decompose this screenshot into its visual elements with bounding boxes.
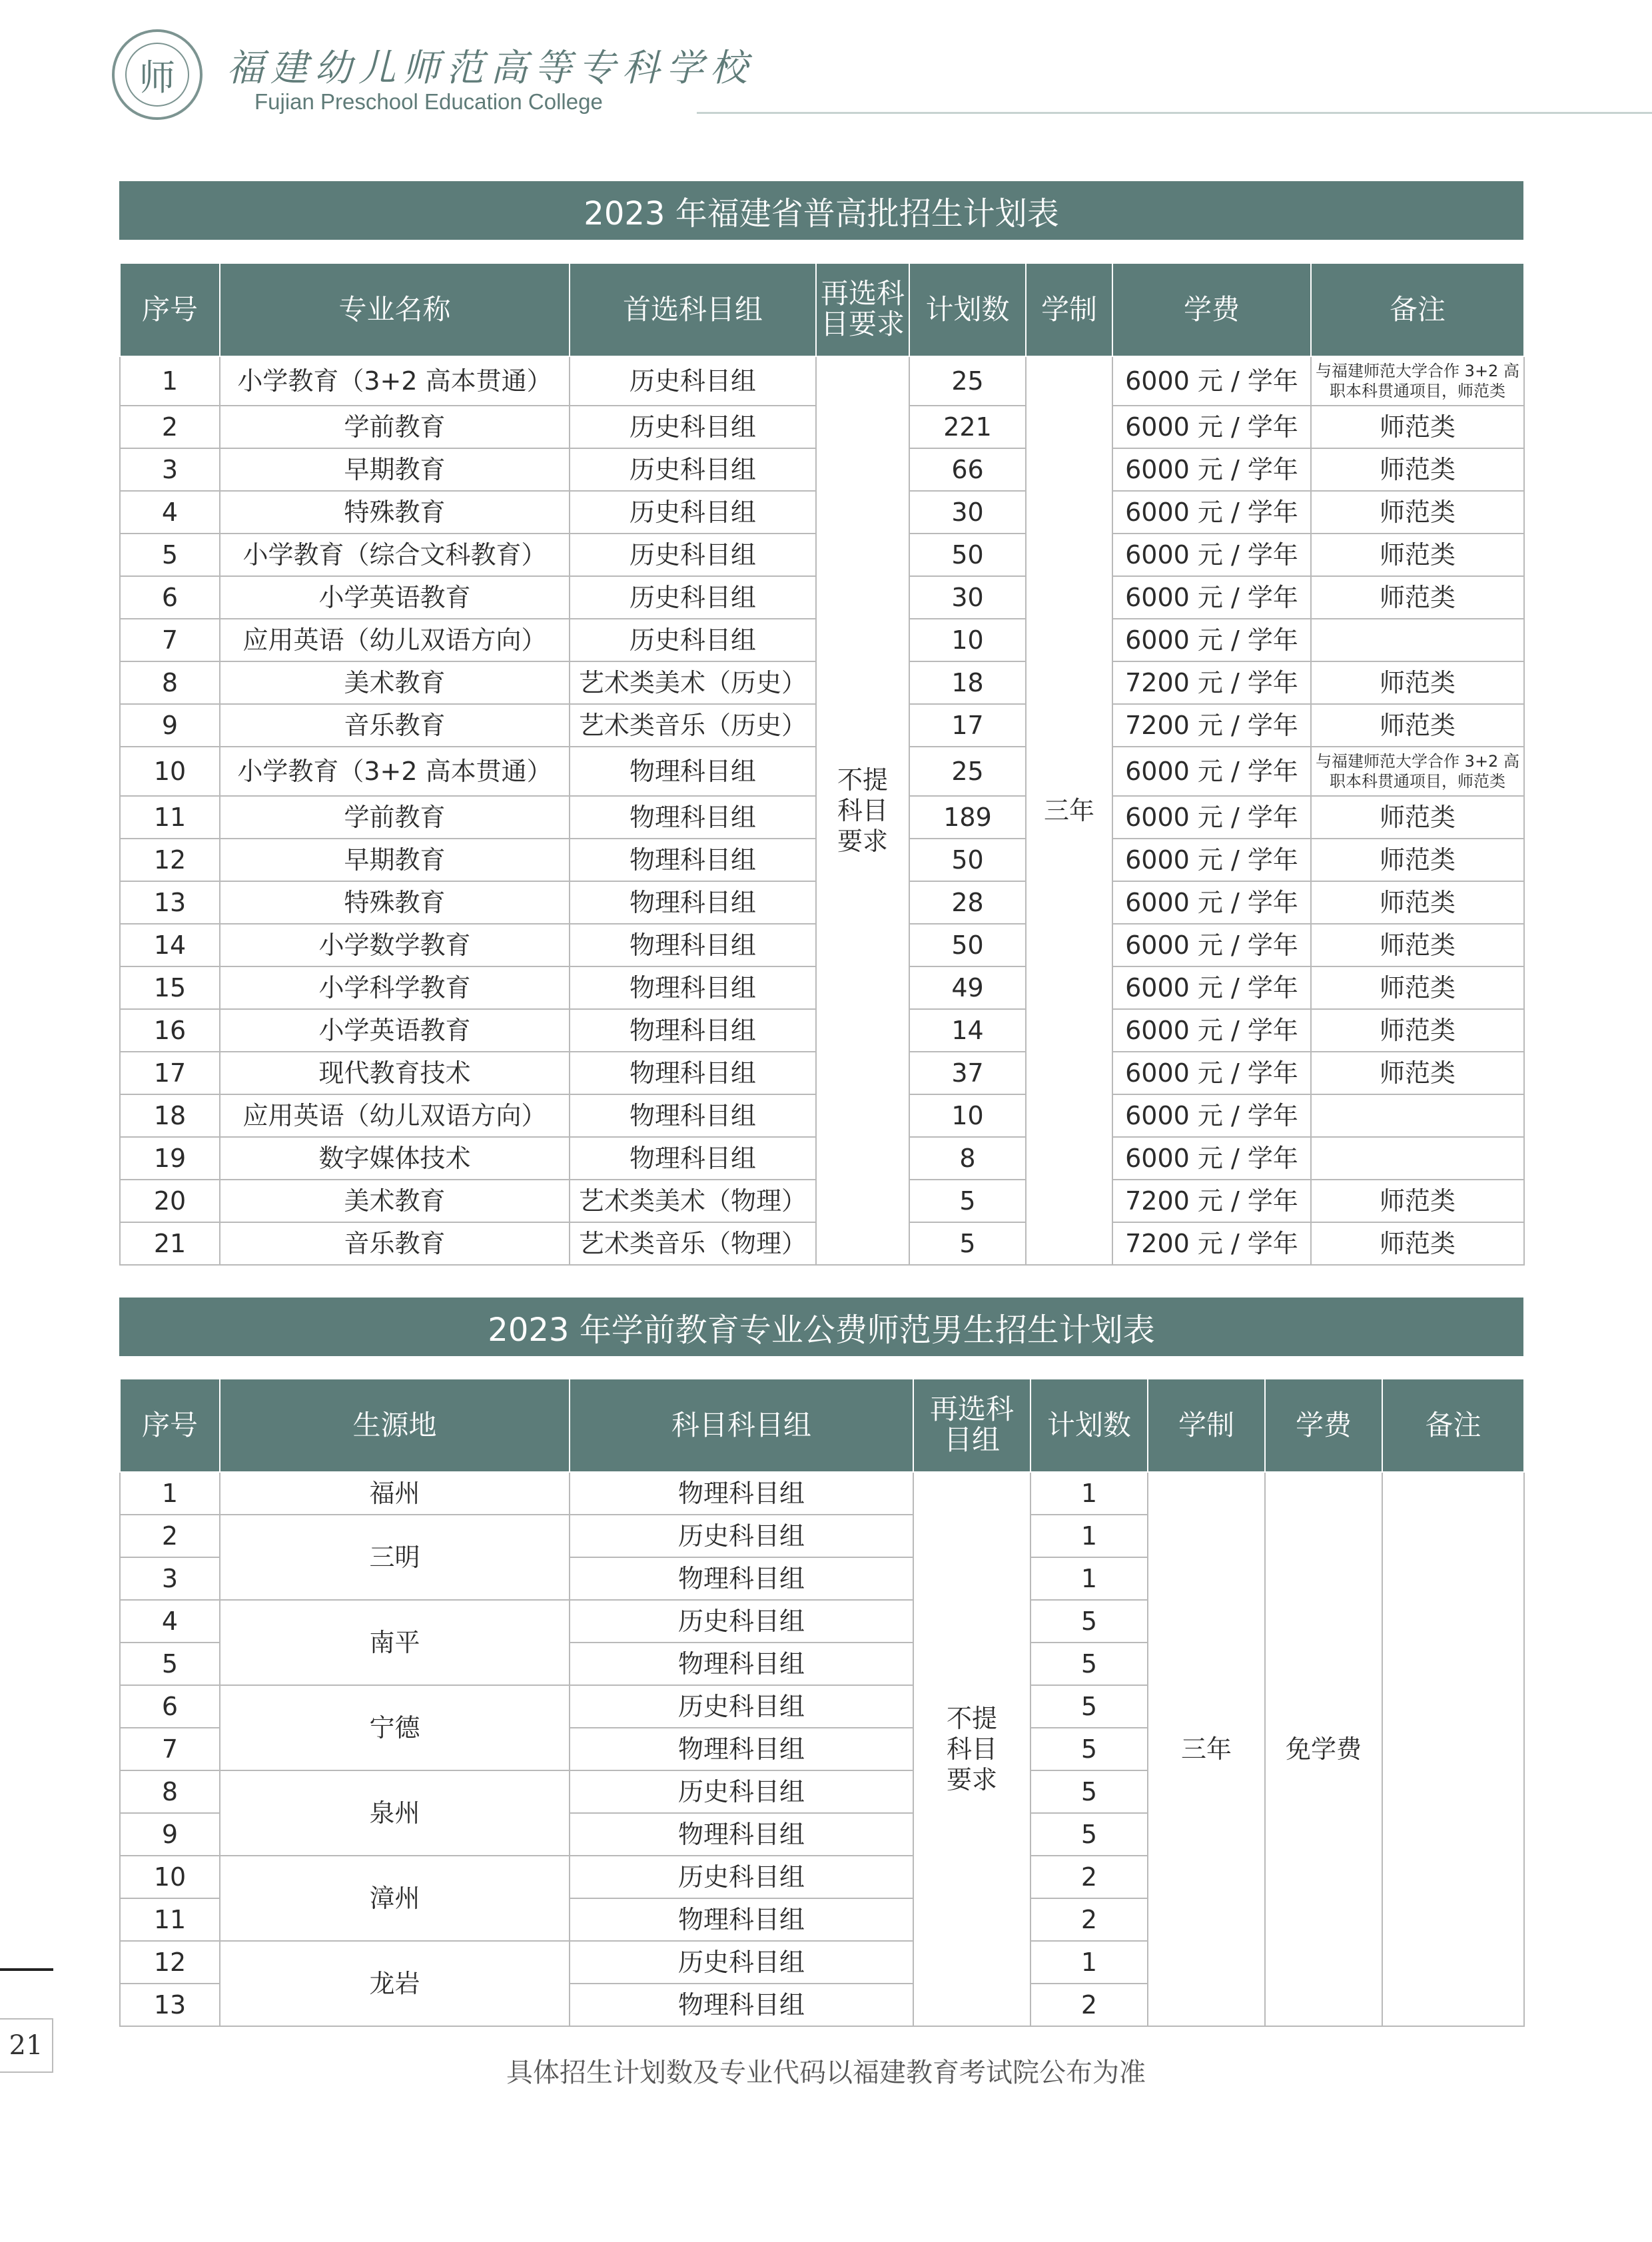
table-header-row: [120, 263, 1524, 356]
row-number-cell: 4: [120, 491, 220, 534]
plan-count-cell: 1: [1031, 1941, 1148, 1984]
table-header-row: [120, 1379, 1524, 1472]
enrollment-plan-table: [119, 262, 1525, 1266]
subject-group-cell: 物理科目组: [570, 881, 816, 924]
plan-count-cell: 49: [909, 966, 1026, 1009]
major-name-cell: 学前教育: [220, 796, 570, 839]
remark-cell: 师范类: [1311, 1222, 1524, 1265]
plan-count-cell: 25: [909, 356, 1026, 406]
row-number-cell: 9: [120, 1813, 220, 1856]
male-student-plan-table: [119, 1378, 1525, 2027]
plan-count-cell: 5: [1031, 1770, 1148, 1813]
tuition-cell: 7200 元 / 学年: [1112, 704, 1311, 747]
remark-cell: [1311, 1137, 1524, 1180]
major-name-cell: 美术教育: [220, 1180, 570, 1222]
remark-cell: 师范类: [1311, 924, 1524, 966]
tuition-cell: 6000 元 / 学年: [1112, 619, 1311, 661]
plan-count-cell: 50: [909, 924, 1026, 966]
major-name-cell: 小学数学教育: [220, 924, 570, 966]
row-number-cell: 8: [120, 1770, 220, 1813]
subject-group-cell: 历史科目组: [570, 1770, 913, 1813]
major-name-cell: 数字媒体技术: [220, 1137, 570, 1180]
subject-group-cell: 物理科目组: [570, 1094, 816, 1137]
remark-merged-cell: [1382, 1472, 1524, 2026]
tuition-cell: 6000 元 / 学年: [1112, 1009, 1311, 1052]
major-name-cell: 音乐教育: [220, 1222, 570, 1265]
major-name-cell: 学前教育: [220, 406, 570, 448]
major-name-cell: 应用英语（幼儿双语方向）: [220, 1094, 570, 1137]
subject-group-cell: 历史科目组: [570, 406, 816, 448]
plan-count-cell: 28: [909, 881, 1026, 924]
logo-character: 师: [125, 43, 189, 107]
remark-cell: 师范类: [1311, 796, 1524, 839]
subject-group-cell: 历史科目组: [570, 491, 816, 534]
plan-count-cell: 66: [909, 448, 1026, 491]
plan-count-cell: 5: [1031, 1813, 1148, 1856]
row-number-cell: 10: [120, 747, 220, 796]
major-name-cell: 美术教育: [220, 661, 570, 704]
tuition-cell: 7200 元 / 学年: [1112, 1222, 1311, 1265]
subject-group-cell: 物理科目组: [570, 747, 816, 796]
subject-group-cell: 物理科目组: [570, 1557, 913, 1600]
row-number-cell: 2: [120, 1515, 220, 1557]
subject-group-cell: 物理科目组: [570, 1052, 816, 1094]
header-cell: 学制: [1148, 1379, 1265, 1472]
row-number-cell: 15: [120, 966, 220, 1009]
tuition-cell: 6000 元 / 学年: [1112, 406, 1311, 448]
header-cell: 专业名称: [220, 263, 570, 356]
subject-group-cell: 历史科目组: [570, 448, 816, 491]
tuition-cell: 6000 元 / 学年: [1112, 796, 1311, 839]
requirement-text: 不提科目要求: [837, 765, 888, 856]
tuition-merged-cell: 免学费: [1265, 1472, 1382, 2026]
subject-group-cell: 物理科目组: [570, 1728, 913, 1770]
school-logo: [112, 29, 203, 120]
subject-group-cell: 艺术类美术（物理）: [570, 1180, 816, 1222]
row-number-cell: 20: [120, 1180, 220, 1222]
remark-cell: 师范类: [1311, 704, 1524, 747]
tuition-cell: 6000 元 / 学年: [1112, 839, 1311, 881]
header-cell: 备注: [1311, 263, 1524, 356]
remark-cell: 师范类: [1311, 491, 1524, 534]
region-cell: 泉州: [220, 1770, 570, 1856]
header-cell: 首选科目组: [570, 263, 816, 356]
tuition-cell: 6000 元 / 学年: [1112, 1052, 1311, 1094]
subject-group-cell: 艺术类音乐（历史）: [570, 704, 816, 747]
subject-group-cell: 物理科目组: [570, 1137, 816, 1180]
header-cell: 学费: [1265, 1379, 1382, 1472]
region-cell: 三明: [220, 1515, 570, 1600]
subject-group-cell: 历史科目组: [570, 576, 816, 619]
remark-cell: 与福建师范大学合作 3+2 高职本科贯通项目，师范类: [1311, 356, 1524, 406]
row-number-cell: 17: [120, 1052, 220, 1094]
remark-cell: 师范类: [1311, 406, 1524, 448]
subject-group-cell: 历史科目组: [570, 1600, 913, 1643]
row-number-cell: 1: [120, 356, 220, 406]
major-name-cell: 音乐教育: [220, 704, 570, 747]
major-name-cell: 小学英语教育: [220, 576, 570, 619]
plan-count-cell: 30: [909, 491, 1026, 534]
header-cell: 序号: [120, 1379, 220, 1472]
row-number-cell: 7: [120, 619, 220, 661]
major-name-cell: 早期教育: [220, 839, 570, 881]
header-cell: 再选科目要求: [816, 263, 909, 356]
region-cell: 南平: [220, 1600, 570, 1685]
page-number-rule: [0, 1968, 53, 1971]
row-number-cell: 12: [120, 839, 220, 881]
subject-group-cell: 物理科目组: [570, 1984, 913, 2026]
header-cell: 序号: [120, 263, 220, 356]
plan-count-cell: 50: [909, 839, 1026, 881]
plan-count-cell: 1: [1031, 1515, 1148, 1557]
plan-count-cell: 14: [909, 1009, 1026, 1052]
subject-group-cell: 物理科目组: [570, 1472, 913, 1515]
remark-cell: 师范类: [1311, 839, 1524, 881]
tuition-cell: 6000 元 / 学年: [1112, 881, 1311, 924]
subject-group-cell: 物理科目组: [570, 1643, 913, 1685]
plan-count-cell: 1: [1031, 1472, 1148, 1515]
plan-count-cell: 5: [909, 1222, 1026, 1265]
row-number-cell: 11: [120, 796, 220, 839]
row-number-cell: 13: [120, 1984, 220, 2026]
subject-group-cell: 历史科目组: [570, 1856, 913, 1898]
tuition-cell: 7200 元 / 学年: [1112, 1180, 1311, 1222]
plan-count-cell: 50: [909, 534, 1026, 576]
header-cell: 生源地: [220, 1379, 570, 1472]
subject-group-cell: 物理科目组: [570, 1898, 913, 1941]
major-name-cell: 小学教育（综合文科教育）: [220, 534, 570, 576]
subject-group-cell: 物理科目组: [570, 839, 816, 881]
row-number-cell: 2: [120, 406, 220, 448]
row-number-cell: 8: [120, 661, 220, 704]
plan-count-cell: 30: [909, 576, 1026, 619]
header-cell: 再选科目组: [913, 1379, 1031, 1472]
row-number-cell: 19: [120, 1137, 220, 1180]
tuition-cell: 6000 元 / 学年: [1112, 966, 1311, 1009]
tuition-cell: 6000 元 / 学年: [1112, 534, 1311, 576]
major-name-cell: 小学教育（3+2 高本贯通）: [220, 356, 570, 406]
major-name-cell: 特殊教育: [220, 881, 570, 924]
requirement-merged-cell: [816, 356, 909, 1265]
major-name-cell: 小学教育（3+2 高本贯通）: [220, 747, 570, 796]
row-number-cell: 7: [120, 1728, 220, 1770]
remark-cell: 师范类: [1311, 1180, 1524, 1222]
region-cell: 漳州: [220, 1856, 570, 1941]
plan-count-cell: 189: [909, 796, 1026, 839]
plan-count-cell: 1: [1031, 1557, 1148, 1600]
major-name-cell: 小学英语教育: [220, 1009, 570, 1052]
row-number-cell: 13: [120, 881, 220, 924]
plan-count-cell: 2: [1031, 1898, 1148, 1941]
subject-group-cell: 物理科目组: [570, 924, 816, 966]
major-name-cell: 早期教育: [220, 448, 570, 491]
subject-group-cell: 物理科目组: [570, 1009, 816, 1052]
header-cell: 科目科目组: [570, 1379, 913, 1472]
header-cell: 学制: [1026, 263, 1112, 356]
row-number-cell: 9: [120, 704, 220, 747]
plan-count-cell: 2: [1031, 1984, 1148, 2026]
school-name-en: Fujian Preschool Education College: [254, 89, 603, 114]
row-number-cell: 10: [120, 1856, 220, 1898]
row-number-cell: 6: [120, 576, 220, 619]
region-cell: 龙岩: [220, 1941, 570, 2026]
row-number-cell: 11: [120, 1898, 220, 1941]
tuition-cell: 7200 元 / 学年: [1112, 661, 1311, 704]
remark-cell: 师范类: [1311, 1052, 1524, 1094]
row-number-cell: 12: [120, 1941, 220, 1984]
plan-count-cell: 17: [909, 704, 1026, 747]
plan-count-cell: 37: [909, 1052, 1026, 1094]
row-number-cell: 5: [120, 1643, 220, 1685]
page-number: 21: [0, 2018, 53, 2073]
plan-count-cell: 5: [1031, 1728, 1148, 1770]
table1-title: 2023 年福建省普高批招生计划表: [119, 181, 1523, 240]
tuition-cell: 6000 元 / 学年: [1112, 747, 1311, 796]
subject-group-cell: 历史科目组: [570, 356, 816, 406]
tuition-cell: 6000 元 / 学年: [1112, 1137, 1311, 1180]
row-number-cell: 1: [120, 1472, 220, 1515]
plan-count-cell: 5: [1031, 1600, 1148, 1643]
region-cell: 宁德: [220, 1685, 570, 1770]
row-number-cell: 4: [120, 1600, 220, 1643]
subject-group-cell: 艺术类音乐（物理）: [570, 1222, 816, 1265]
table2-title: 2023 年学前教育专业公费师范男生招生计划表: [119, 1298, 1523, 1356]
major-name-cell: 特殊教育: [220, 491, 570, 534]
row-number-cell: 3: [120, 448, 220, 491]
row-number-cell: 5: [120, 534, 220, 576]
plan-count-cell: 221: [909, 406, 1026, 448]
remark-cell: 师范类: [1311, 1009, 1524, 1052]
subject-group-cell: 物理科目组: [570, 796, 816, 839]
subject-group-cell: 艺术类美术（历史）: [570, 661, 816, 704]
remark-cell: 师范类: [1311, 966, 1524, 1009]
major-name-cell: 现代教育技术: [220, 1052, 570, 1094]
plan-count-cell: 5: [909, 1180, 1026, 1222]
header-divider: [697, 112, 1652, 114]
plan-count-cell: 5: [1031, 1643, 1148, 1685]
row-number-cell: 3: [120, 1557, 220, 1600]
row-number-cell: 6: [120, 1685, 220, 1728]
remark-cell: 师范类: [1311, 661, 1524, 704]
row-number-cell: 14: [120, 924, 220, 966]
major-name-cell: 应用英语（幼儿双语方向）: [220, 619, 570, 661]
footnote: 具体招生计划数及专业代码以福建教育考试院公布为准: [506, 2057, 1146, 2088]
header-cell: 学费: [1112, 263, 1311, 356]
tuition-cell: 6000 元 / 学年: [1112, 924, 1311, 966]
school-name-cn: 福建幼儿师范高等专科学校: [226, 47, 754, 90]
region-cell: 福州: [220, 1472, 570, 1515]
tuition-cell: 6000 元 / 学年: [1112, 1094, 1311, 1137]
plan-count-cell: 8: [909, 1137, 1026, 1180]
plan-count-cell: 25: [909, 747, 1026, 796]
requirement-merged-cell: [913, 1472, 1031, 2026]
header-cell: 备注: [1382, 1379, 1524, 1472]
plan-count-cell: 10: [909, 1094, 1026, 1137]
plan-count-cell: 18: [909, 661, 1026, 704]
remark-cell: 师范类: [1311, 448, 1524, 491]
remark-cell: 师范类: [1311, 881, 1524, 924]
subject-group-cell: 历史科目组: [570, 1515, 913, 1557]
remark-cell: [1311, 1094, 1524, 1137]
tuition-cell: 6000 元 / 学年: [1112, 448, 1311, 491]
table-row: [120, 356, 1524, 406]
table-row: [120, 1472, 1524, 1515]
row-number-cell: 21: [120, 1222, 220, 1265]
duration-merged-cell: 三年: [1148, 1472, 1265, 2026]
header-cell: 计划数: [1031, 1379, 1148, 1472]
duration-merged-cell: 三年: [1026, 356, 1112, 1265]
plan-count-cell: 10: [909, 619, 1026, 661]
remark-cell: 师范类: [1311, 576, 1524, 619]
remark-cell: 师范类: [1311, 534, 1524, 576]
tuition-cell: 6000 元 / 学年: [1112, 576, 1311, 619]
row-number-cell: 16: [120, 1009, 220, 1052]
tuition-cell: 6000 元 / 学年: [1112, 491, 1311, 534]
subject-group-cell: 历史科目组: [570, 1941, 913, 1984]
requirement-text: 不提科目要求: [946, 1703, 997, 1794]
major-name-cell: 小学科学教育: [220, 966, 570, 1009]
row-number-cell: 18: [120, 1094, 220, 1137]
tuition-cell: 6000 元 / 学年: [1112, 356, 1311, 406]
subject-group-cell: 历史科目组: [570, 619, 816, 661]
plan-count-cell: 2: [1031, 1856, 1148, 1898]
subject-group-cell: 物理科目组: [570, 966, 816, 1009]
subject-group-cell: 历史科目组: [570, 534, 816, 576]
header-cell: 计划数: [909, 263, 1026, 356]
subject-group-cell: 物理科目组: [570, 1813, 913, 1856]
remark-cell: 与福建师范大学合作 3+2 高职本科贯通项目，师范类: [1311, 747, 1524, 796]
plan-count-cell: 5: [1031, 1685, 1148, 1728]
remark-cell: [1311, 619, 1524, 661]
subject-group-cell: 历史科目组: [570, 1685, 913, 1728]
